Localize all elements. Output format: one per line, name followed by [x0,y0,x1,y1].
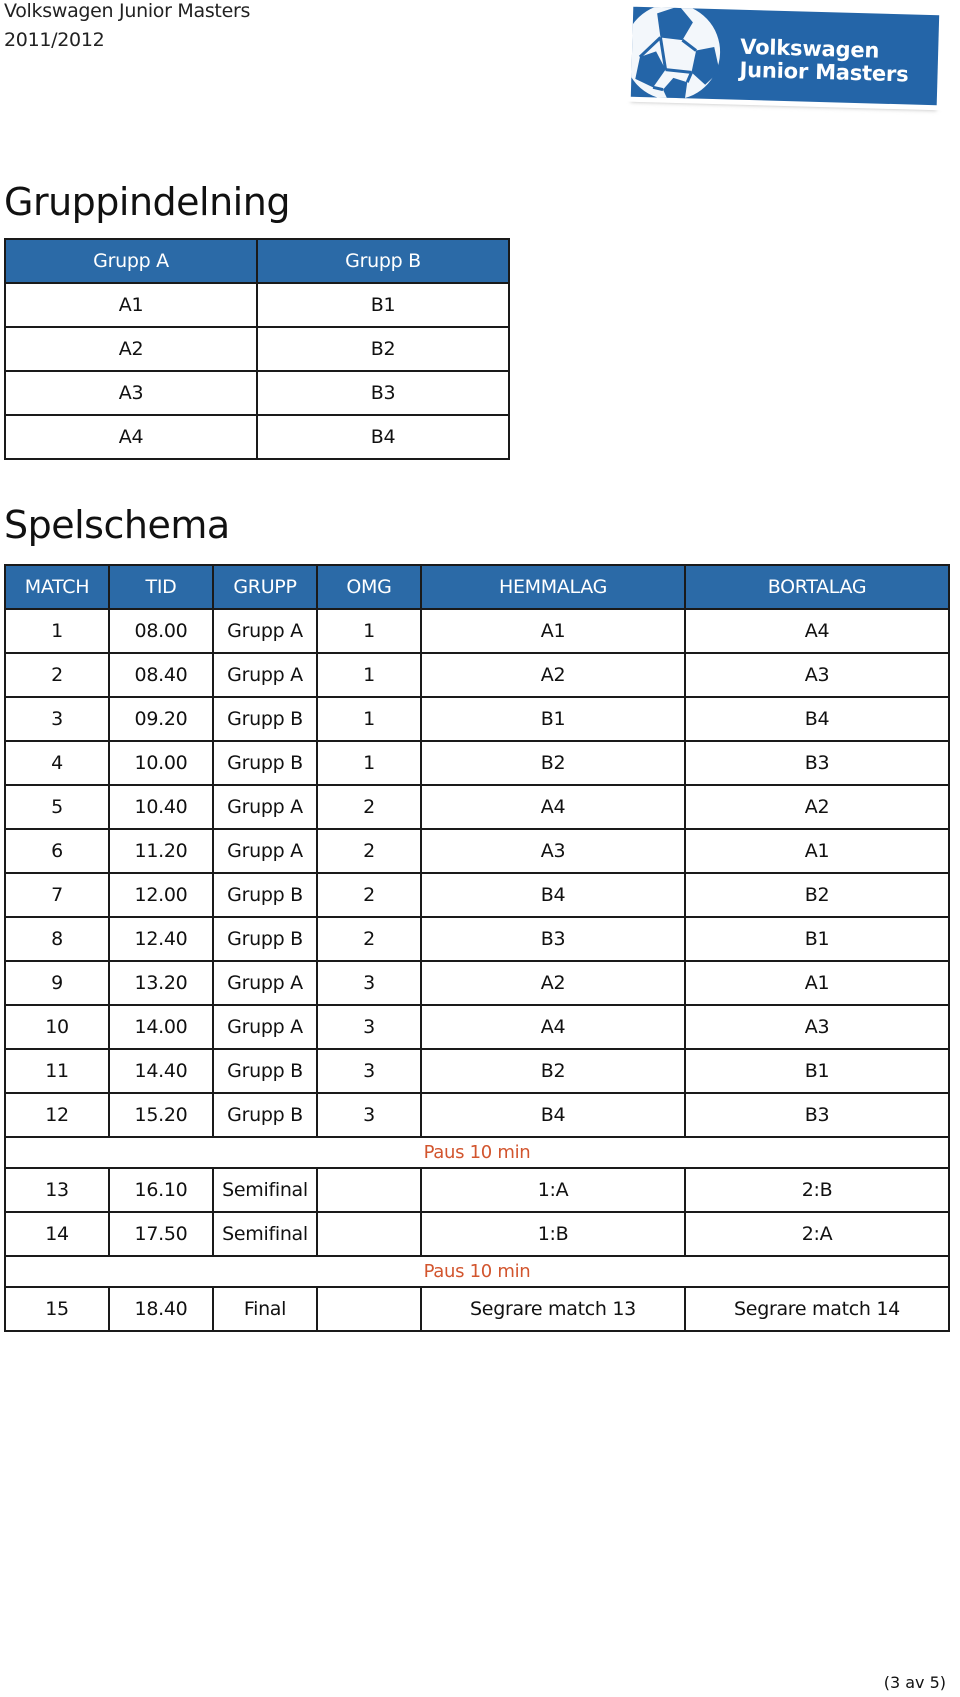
column-header: MATCH [5,565,109,609]
table-cell: B3 [421,917,685,961]
table-cell: B4 [421,873,685,917]
table-cell: Grupp A [213,609,317,653]
groups-section-title: Gruppindelning [4,180,290,224]
table-cell: 16.10 [109,1168,213,1212]
table-cell: A3 [421,829,685,873]
table-cell: 10 [5,1005,109,1049]
table-cell: Segrare match 13 [421,1287,685,1331]
page-number: (3 av 5) [883,1673,946,1692]
table-cell: 11 [5,1049,109,1093]
table-cell: B4 [257,415,509,459]
table-cell: A4 [421,1005,685,1049]
table-row [5,371,509,415]
table-cell: B3 [685,1093,949,1137]
table-cell: Grupp A [213,829,317,873]
table-cell: 1 [317,653,421,697]
table-cell: 9 [5,961,109,1005]
table-cell: A2 [421,961,685,1005]
table-cell: A1 [5,283,257,327]
table-cell: 1 [317,609,421,653]
table-cell: B3 [257,371,509,415]
table-cell: Semifinal [213,1168,317,1212]
table-cell: 3 [317,961,421,1005]
volkswagen-junior-masters-logo [626,6,944,110]
table-header-row [5,239,509,283]
table-cell: A1 [685,829,949,873]
table-cell: 13.20 [109,961,213,1005]
table-row [5,283,509,327]
table-cell: Grupp B [213,697,317,741]
table-cell: Grupp B [213,873,317,917]
table-cell: 2 [317,873,421,917]
table-cell: 09.20 [109,697,213,741]
table-cell: Grupp A [213,785,317,829]
table-row [5,785,949,829]
table-cell: B2 [421,741,685,785]
table-cell: 8 [5,917,109,961]
table-cell: A4 [5,415,257,459]
table-cell: 18.40 [109,1287,213,1331]
column-header: Grupp A [5,239,257,283]
table-cell: Grupp B [213,917,317,961]
table-row [5,1287,949,1331]
table-cell: 12 [5,1093,109,1137]
schedule-section-title: Spelschema [4,503,230,547]
table-cell: 1 [317,697,421,741]
table-cell: B3 [685,741,949,785]
table-row [5,829,949,873]
table-row [5,961,949,1005]
table-cell: 10.00 [109,741,213,785]
season-label: 2011/2012 [4,29,105,51]
table-cell: Grupp B [213,741,317,785]
table-cell: 3 [317,1005,421,1049]
table-cell: 08.00 [109,609,213,653]
column-header: BORTALAG [685,565,949,609]
table-cell: 1:A [421,1168,685,1212]
table-cell: 2 [317,829,421,873]
table-header-row [5,565,949,609]
table-row [5,415,509,459]
table-cell: 14.00 [109,1005,213,1049]
table-cell: 12.00 [109,873,213,917]
table-row [5,653,949,697]
pause-row [5,1256,949,1287]
table-cell: 17.50 [109,1212,213,1256]
column-header: TID [109,565,213,609]
table-row [5,609,949,653]
table-cell: 5 [5,785,109,829]
table-row [5,327,509,371]
table-cell: 11.20 [109,829,213,873]
column-header: OMG [317,565,421,609]
table-cell: Final [213,1287,317,1331]
table-cell: B1 [421,697,685,741]
table-cell: A2 [5,327,257,371]
table-cell: 1 [317,741,421,785]
table-row [5,1093,949,1137]
table-cell: 2 [317,785,421,829]
table-cell: A1 [685,961,949,1005]
table-cell: 3 [317,1049,421,1093]
table-row [5,741,949,785]
table-cell: Semifinal [213,1212,317,1256]
table-cell: 14 [5,1212,109,1256]
table-cell: 3 [317,1093,421,1137]
table-cell [317,1168,421,1212]
table-cell: A1 [421,609,685,653]
table-cell: A4 [421,785,685,829]
table-row [5,1049,949,1093]
table-cell [317,1212,421,1256]
table-cell: 2 [5,653,109,697]
groups-table [4,238,510,460]
table-cell: 1:B [421,1212,685,1256]
table-cell: 7 [5,873,109,917]
table-cell: B1 [257,283,509,327]
table-cell: A2 [685,785,949,829]
table-cell: B2 [685,873,949,917]
table-cell: A4 [685,609,949,653]
table-cell: Grupp A [213,961,317,1005]
table-row [5,1168,949,1212]
column-header: Grupp B [257,239,509,283]
pause-label: Paus 10 min [5,1256,949,1287]
table-cell [317,1287,421,1331]
table-row [5,1212,949,1256]
table-cell: 12.40 [109,917,213,961]
table-cell: A3 [5,371,257,415]
table-cell: B2 [257,327,509,371]
table-cell: 2:A [685,1212,949,1256]
table-cell: 08.40 [109,653,213,697]
table-cell: 4 [5,741,109,785]
table-row [5,873,949,917]
table-cell: 1 [5,609,109,653]
pause-label: Paus 10 min [5,1137,949,1168]
table-cell: 14.40 [109,1049,213,1093]
table-row [5,1005,949,1049]
table-cell: Grupp A [213,653,317,697]
table-cell: Grupp B [213,1093,317,1137]
table-cell: A3 [685,1005,949,1049]
table-cell: A2 [421,653,685,697]
table-cell: 3 [5,697,109,741]
column-header: GRUPP [213,565,317,609]
table-cell: B1 [685,917,949,961]
table-cell: 13 [5,1168,109,1212]
table-cell: Grupp B [213,1049,317,1093]
table-row [5,917,949,961]
table-cell: B1 [685,1049,949,1093]
document-title: Volkswagen Junior Masters [4,0,251,22]
football-icon [631,7,728,106]
table-row [5,697,949,741]
schedule-table [4,564,950,1332]
table-cell: Segrare match 14 [685,1287,949,1331]
table-cell: 10.40 [109,785,213,829]
table-cell: 2 [317,917,421,961]
table-cell: 6 [5,829,109,873]
column-header: HEMMALAG [421,565,685,609]
pause-row [5,1137,949,1168]
logo-text: Volkswagen Junior Masters [739,34,909,87]
table-cell: B4 [421,1093,685,1137]
table-cell: 15.20 [109,1093,213,1137]
table-cell: B2 [421,1049,685,1093]
table-cell: 2:B [685,1168,949,1212]
table-cell: A3 [685,653,949,697]
table-cell: B4 [685,697,949,741]
table-cell: Grupp A [213,1005,317,1049]
table-cell: 15 [5,1287,109,1331]
